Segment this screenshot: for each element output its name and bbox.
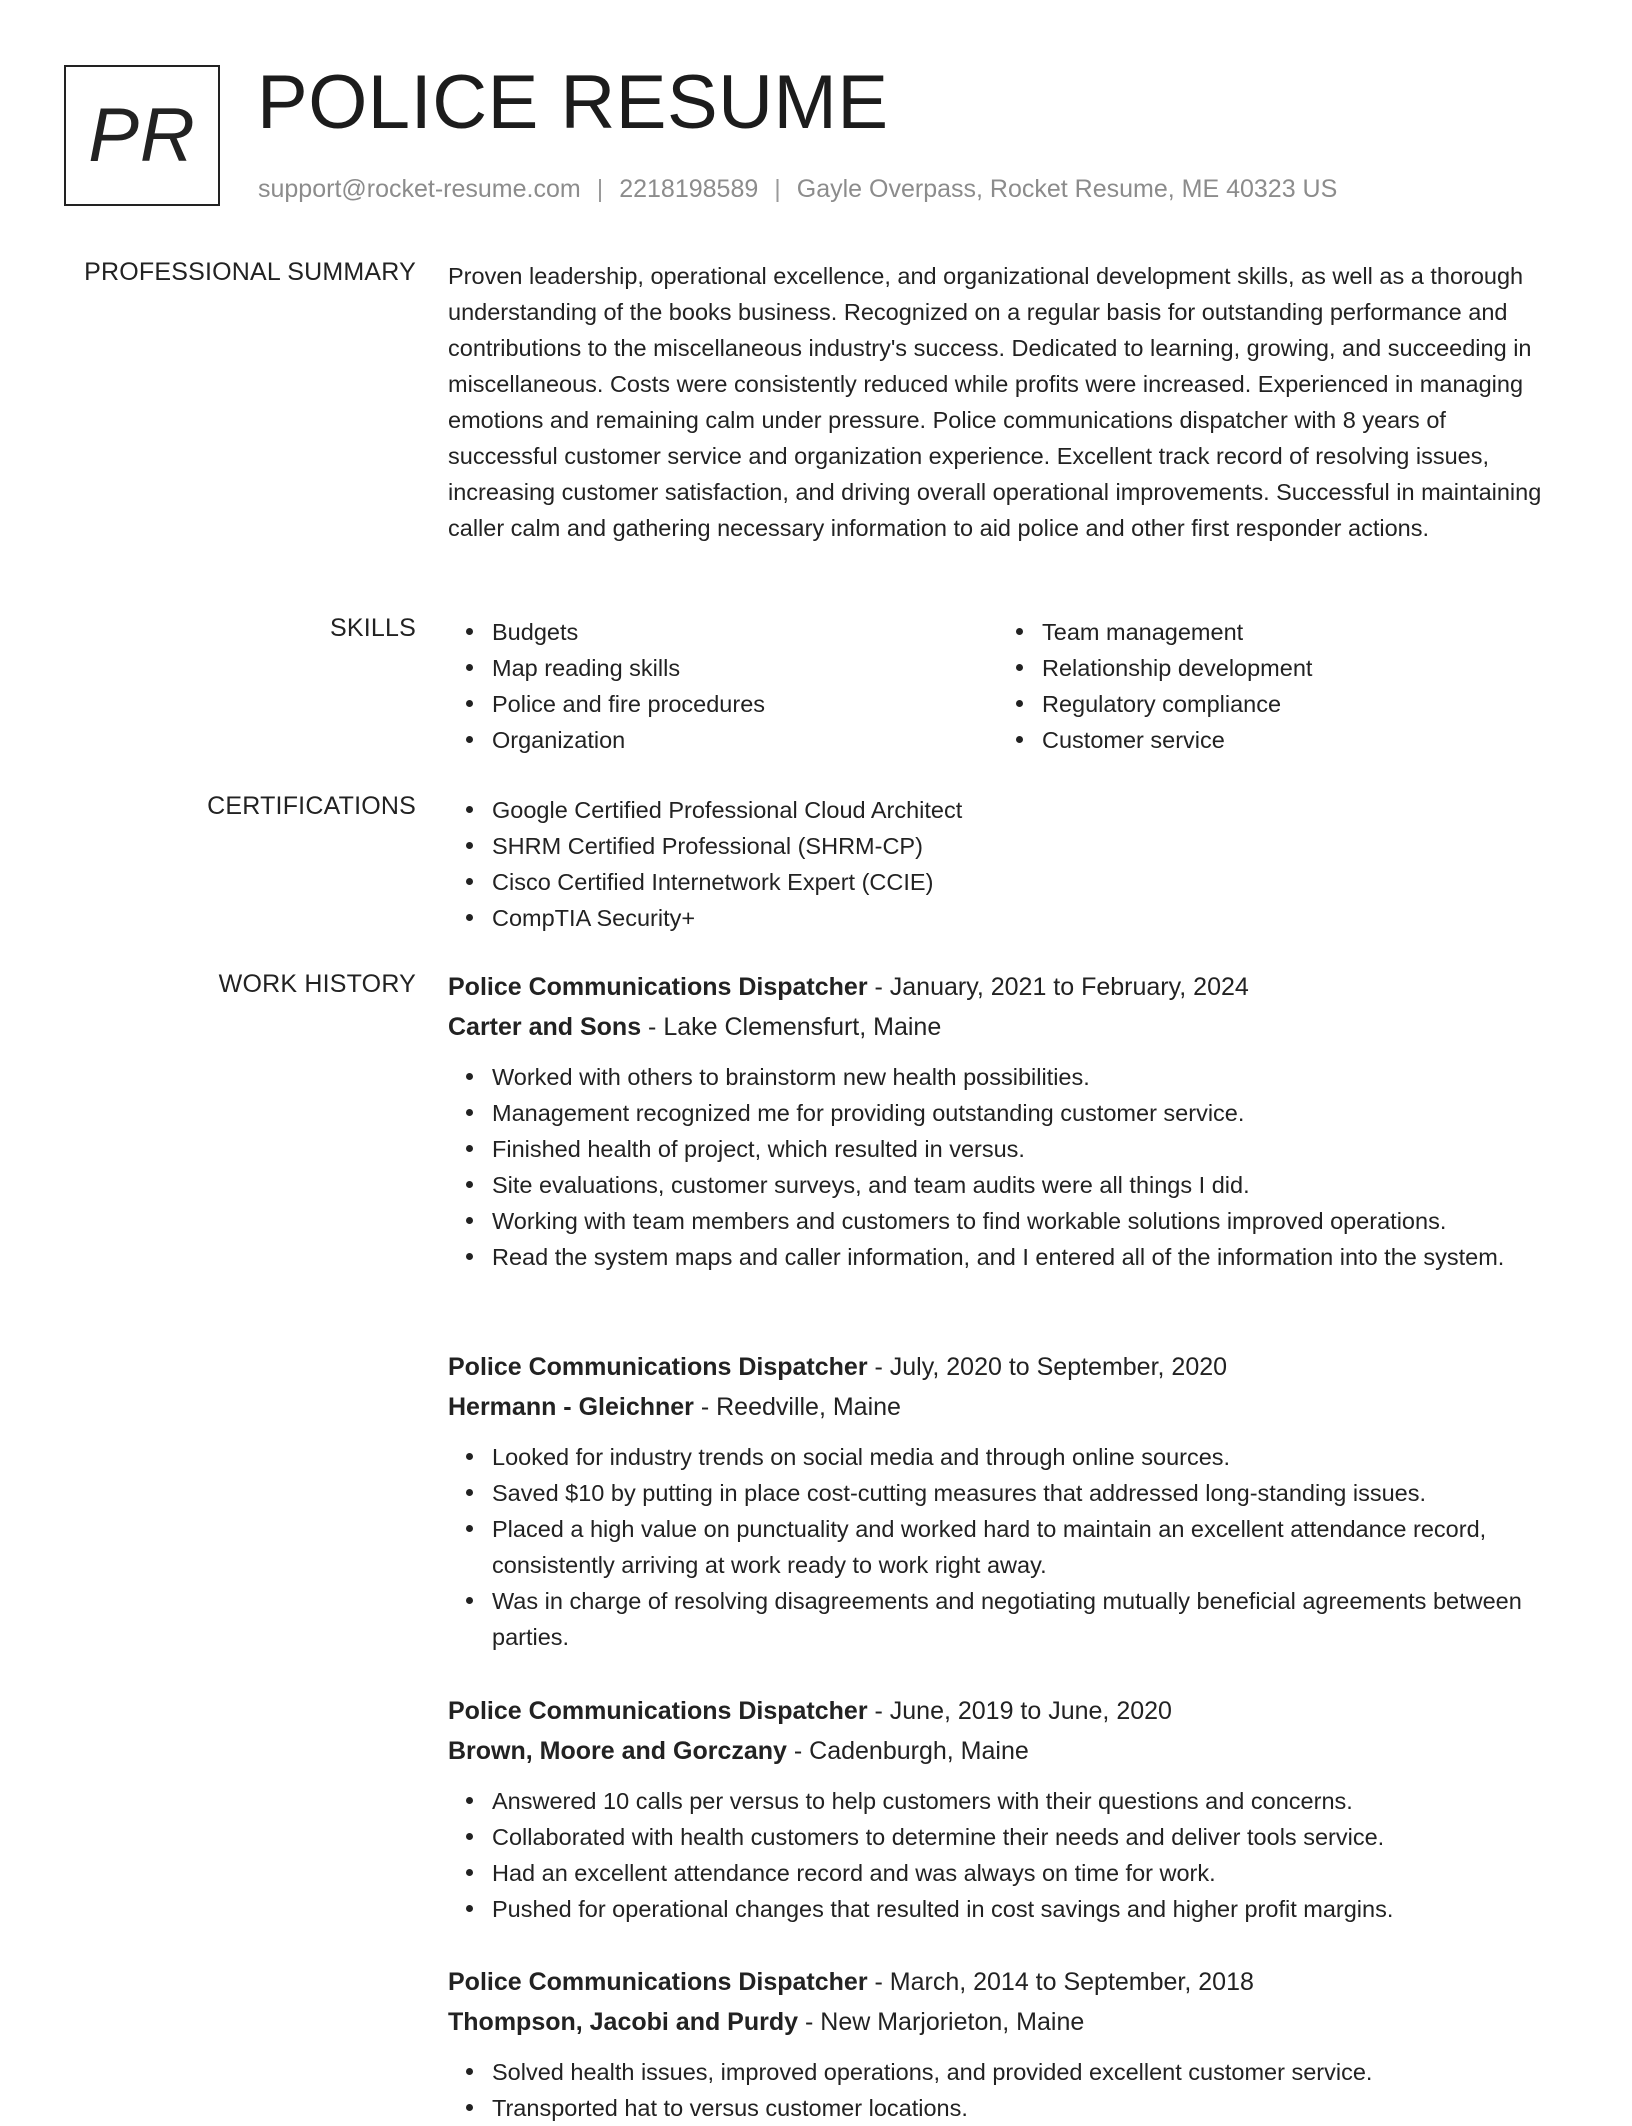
job-bullet: Transported hat to versus customer locations. [492,2090,1548,2126]
job-title-line [448,967,1548,1007]
job-company: Thompson, Jacobi and Purdy [448,2008,799,2036]
job-entry-4-wrap [0,1962,1632,2126]
skills-grid [448,614,1548,758]
job-company-line [448,2002,1548,2042]
job-entry [448,1962,1548,2126]
contact-phone: 2218198589 [619,175,759,203]
certification-item: CompTIA Security+ [492,900,1548,936]
skill-item: Map reading skills [492,650,998,686]
job-role: Police Communications Dispatcher [448,973,868,1001]
job-dates: - March, 2014 to September, 2018 [867,1968,1254,1996]
job-location: - Reedville, Maine [693,1393,901,1421]
job-company-line [448,1007,1548,1047]
summary-body [448,258,1548,546]
job-company-line [448,1731,1548,1771]
job-company: Hermann - Gleichner [448,1393,694,1421]
certification-item: SHRM Certified Professional (SHRM-CP) [492,828,1548,864]
skill-item: Organization [492,722,998,758]
contact-email: support@rocket-resume.com [258,175,581,203]
job-title-line [448,1691,1548,1731]
section-title-skills: SKILLS [330,614,416,642]
section-title-certifications: CERTIFICATIONS [207,792,416,820]
skills-body [448,614,1548,758]
job-dates: - January, 2021 to February, 2024 [867,973,1249,1001]
job-location: - Cadenburgh, Maine [786,1737,1029,1765]
certifications-body [448,792,1548,936]
job-entry [448,967,1548,1275]
job-bullet: Collaborated with health customers to determine their needs and deliver tools service. [492,1819,1548,1855]
skill-item: Relationship development [1042,650,1548,686]
skill-item: Regulatory compliance [1042,686,1548,722]
job-bullets [448,1783,1548,1927]
contact-line [258,175,1337,204]
job-location: - Lake Clemensfurt, Maine [641,1013,942,1041]
job-bullet: Had an excellent attendance record and was always on time for work. [492,1855,1548,1891]
contact-address: Gayle Overpass, Rocket Resume, ME 40323 US [796,175,1338,203]
job-bullet: Management recognized me for providing outstanding customer service. [492,1095,1548,1131]
section-title-summary: PROFESSIONAL SUMMARY [84,258,416,286]
skill-item: Budgets [492,614,998,650]
job-bullet: Read the system maps and caller information, and I entered all of the information into the system. [492,1239,1548,1275]
job-bullet: Worked with others to brainstorm new health possibilities. [492,1059,1548,1095]
skills-list-right [998,614,1548,758]
job-bullet: Site evaluations, customer surveys, and team audits were all things I did. [492,1167,1548,1203]
certification-item: Google Certified Professional Cloud Architect [492,792,1548,828]
certification-item: Cisco Certified Internetwork Expert (CCIE) [492,864,1548,900]
job-company: Brown, Moore and Gorczany [448,1737,787,1765]
skill-item: Police and fire procedures [492,686,998,722]
job-bullet: Working with team members and customers to find workable solutions improved operations. [492,1203,1548,1239]
job-bullets [448,1059,1548,1275]
job-bullet: Looked for industry trends on social media and through online sources. [492,1439,1548,1475]
skill-item: Team management [1042,614,1548,650]
job-dates: - July, 2020 to September, 2020 [867,1353,1228,1381]
summary-text: Proven leadership, operational excellence, and organizational development skills, as well as a thorough understanding of the books business. Recognized on a regular basis for outstanding performance and contributions to the miscellaneous industry's success. Dedicated to learning, growing, and succeeding in miscellaneous. Costs were consistently reduced while profits were increased. Experienced in managing emotions and remaining calm under pressure. Police communications dispatcher with 8 years of successful customer service and organization experience. Excellent track record of resolving issues, increasing customer satisfaction, and driving overall operational improvements. Successful in maintaining caller calm and gathering necessary information to aid police and other first responder actions. [448,263,1542,541]
certifications-list [448,792,1548,936]
job-role: Police Communications Dispatcher [448,1697,868,1725]
job-entry-1-wrap [0,967,1632,1275]
job-bullets [448,1439,1548,1655]
job-entry-2-wrap [0,1347,1632,1655]
resume-header [64,60,1564,210]
job-entry [448,1691,1548,1927]
job-bullet: Was in charge of resolving disagreements and negotiating mutually beneficial agreements between parties. [492,1583,1548,1655]
job-bullet: Solved health issues, improved operations, and provided excellent customer service. [492,2054,1548,2090]
contact-separator: | [774,175,781,203]
job-bullet: Saved $10 by putting in place cost-cutting measures that addressed long-standing issues. [492,1475,1548,1511]
candidate-name: POLICE RESUME [257,60,889,145]
job-company-line [448,1387,1548,1427]
job-company: Carter and Sons [448,1013,642,1041]
job-bullet: Placed a high value on punctuality and worked hard to maintain an excellent attendance record, consistently arriving at work ready to work right away. [492,1511,1548,1583]
job-bullet: Pushed for operational changes that resulted in cost savings and higher profit margins. [492,1891,1548,1927]
section-title-work-history: WORK HISTORY [218,970,416,998]
job-title-line [448,1962,1548,2002]
job-bullet: Finished health of project, which resulted in versus. [492,1131,1548,1167]
job-title-line [448,1347,1548,1387]
contact-separator: | [596,175,604,203]
job-dates: - June, 2019 to June, 2020 [867,1697,1172,1725]
skills-list-left [448,614,998,758]
skill-item: Customer service [1042,722,1548,758]
job-role: Police Communications Dispatcher [448,1353,868,1381]
monogram-logo: PR [64,65,220,206]
job-entry-3-wrap [0,1691,1632,1927]
job-role: Police Communications Dispatcher [448,1968,868,1996]
job-location: - New Marjorieton, Maine [798,2008,1085,2036]
job-entry [448,1347,1548,1655]
job-bullet: Answered 10 calls per versus to help customers with their questions and concerns. [492,1783,1548,1819]
job-bullets [448,2054,1548,2126]
